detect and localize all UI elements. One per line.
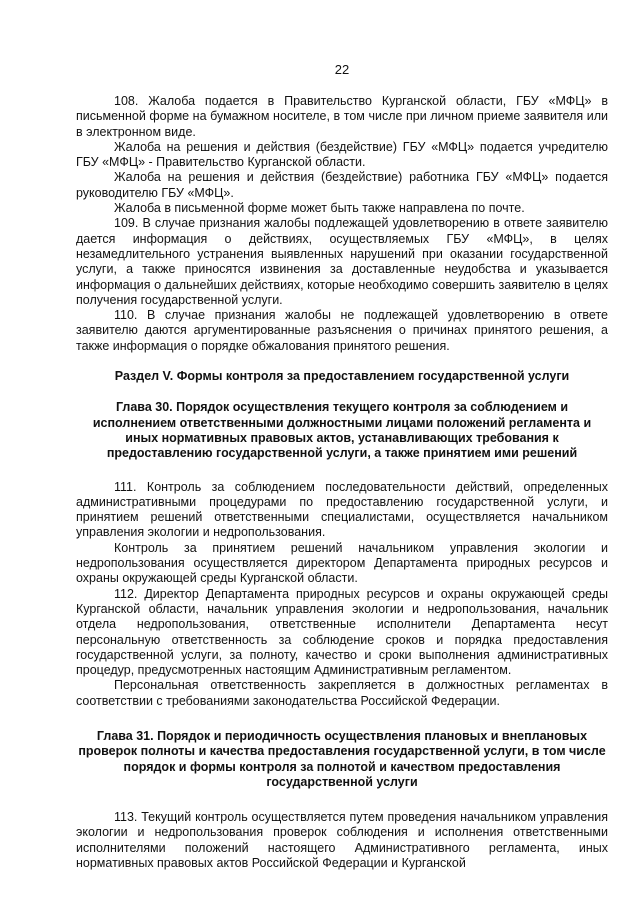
paragraph-110: 110. В случае признания жалобы не подлежащей удовлетворению в ответе заявителю даются аргументированные разъяснения о причинах принятого решения, а также информация о порядке обжалования принятого решения. <box>76 308 608 353</box>
paragraph-112: 112. Директор Департамента природных ресурсов и охраны окружающей среды Курганской области, начальник управления экологии и недропользования, начальник отдела недропользования, ответственные исполнители Департамента несут персональную ответственность за соблюдение сроков и порядка предоставления государственной услуги, за полноту, качество и сроки выполнения административных процедур, предусмотренных настоящим Административным регламентом. <box>76 586 608 678</box>
paragraph-personal-responsibility: Персональная ответственность закрепляется в должностных регламентах в соответствии с требованиями законодательства Российской Федерации. <box>76 678 608 708</box>
paragraph-109: 109. В случае признания жалобы подлежащей удовлетворению в ответе заявителю дается информация о действиях, осуществляемых ГБУ «МФЦ», в целях незамедлительного устранения выявленных нарушений при оказании государственной услуги, а также приносятся извинения за доставленные неудобства и указывается информация о дальнейших действиях, которые необходимо совершить заявителю в целях получения государственной услуги. <box>76 216 608 307</box>
paragraph-complaint-founder: Жалоба на решения и действия (бездействие) ГБУ «МФЦ» подается учредителю ГБУ «МФЦ» - Правительство Курганской области. <box>76 139 608 170</box>
chapter-30-title: Глава 30. Порядок осуществления текущего контроля за соблюдением и исполнением ответственными должностными лицами положений регламента и иных нормативных правовых актов, устанавливающих требования к предоставлению государственной услуги, а также принятием ими решений <box>92 400 592 461</box>
paragraph-control-decisions: Контроль за принятием решений начальником управления экологии и недропользования осуществляется директором Департамента природных ресурсов и охраны окружающей среды Курганской области. <box>76 540 608 586</box>
paragraph-complaint-mail: Жалоба в письменной форме может быть также направлена по почте. <box>114 201 525 216</box>
paragraph-113: 113. Текущий контроль осуществляется путем проведения начальником управления экологии и недропользования проверок соблюдения и исполнения ответственными исполнителями положений настоящего Административного регламента, иных нормативных правовых актов Российской Федерации и Курганской <box>76 810 608 871</box>
paragraph-108: 108. Жалоба подается в Правительство Курганской области, ГБУ «МФЦ» в письменной форме на бумажном носителе, в том числе при личном приеме заявителя или в электронном виде. <box>76 94 608 139</box>
page-number: 22 <box>334 62 350 77</box>
section-title: Раздел V. Формы контроля за предоставлением государственной услуги <box>114 369 570 384</box>
paragraph-111: 111. Контроль за соблюдением последовательности действий, определенных административными процедурами по предоставлению государственной услуги, и принятием решений ответственными специалистами, осуществляется начальником управления экологии и недропользования. <box>76 479 608 540</box>
chapter-31-title: Глава 31. Порядок и периодичность осуществления плановых и внеплановых проверок полноты и качества предоставления государственной услуги, в том числе порядок и формы контроля за полнотой и качеством предоставления государственной услуги <box>78 728 606 789</box>
paragraph-complaint-worker: Жалоба на решения и действия (бездействие) работника ГБУ «МФЦ» подается руководителю ГБУ «МФЦ». <box>76 170 608 200</box>
